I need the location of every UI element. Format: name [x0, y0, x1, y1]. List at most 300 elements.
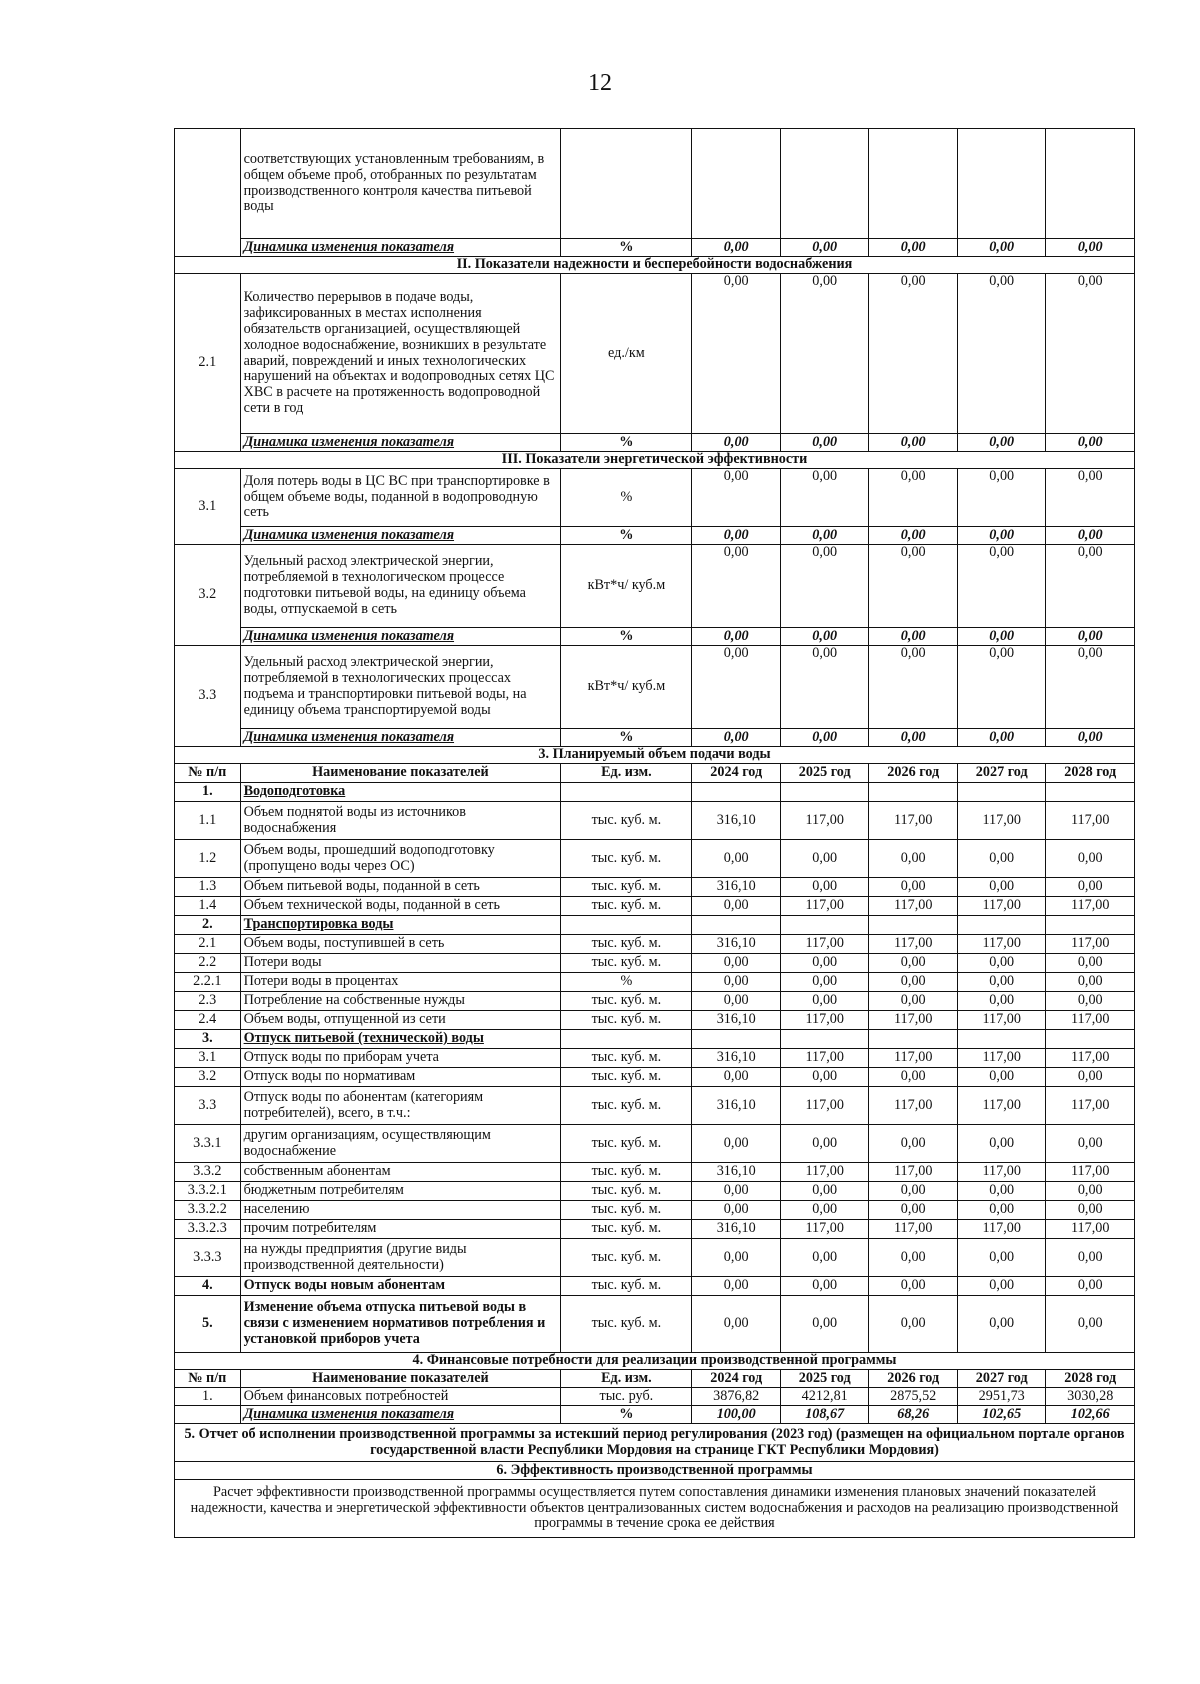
value-cell: 0,00 [957, 1296, 1046, 1353]
value-cell: 0,00 [1046, 1239, 1135, 1277]
value-cell: 0,00 [869, 646, 958, 729]
indicator-name: Отпуск воды новым абонентам [240, 1277, 561, 1296]
value-cell: 0,00 [692, 545, 781, 628]
value-cell: 0,00 [869, 840, 958, 878]
column-header-row [175, 1370, 1135, 1388]
unit-cell: тыс. куб. м. [561, 802, 692, 840]
section-header-row [175, 452, 1135, 469]
dynamics-value: 0,00 [869, 729, 958, 747]
value-cell: 117,00 [869, 1011, 958, 1030]
indicator-name: Отпуск воды по нормативам [240, 1068, 561, 1087]
dynamics-value: 0,00 [1046, 527, 1135, 545]
value-cell: 0,00 [957, 274, 1046, 434]
dynamics-value: 0,00 [869, 239, 958, 257]
empty-cell [780, 129, 869, 239]
unit-cell: кВт*ч/ куб.м [561, 545, 692, 628]
value-cell: 0,00 [957, 469, 1046, 527]
value-cell: 117,00 [1046, 935, 1135, 954]
empty-cell [692, 1030, 781, 1049]
value-cell: 0,00 [1046, 878, 1135, 897]
indicator-name: Потери воды в процентах [240, 973, 561, 992]
value-cell: 0,00 [692, 973, 781, 992]
value-cell: 0,00 [869, 954, 958, 973]
dynamics-value: 0,00 [692, 527, 781, 545]
value-cell: 316,10 [692, 935, 781, 954]
indicator-name: Объем поднятой воды из источников водоснабжения [240, 802, 561, 840]
value-cell: 0,00 [692, 1182, 781, 1201]
volume-row [175, 878, 1135, 897]
value-cell: 117,00 [780, 897, 869, 916]
unit-cell: тыс. куб. м. [561, 897, 692, 916]
value-cell: 0,00 [957, 646, 1046, 729]
value-cell: 0,00 [869, 1201, 958, 1220]
value-cell: 0,00 [780, 274, 869, 434]
column-header: Наименование показателей [240, 764, 561, 783]
group-row [175, 916, 1135, 935]
dynamics-row [175, 434, 1135, 452]
row-number: 5. [175, 1296, 241, 1353]
indicator-name: собственным абонентам [240, 1163, 561, 1182]
volume-row [175, 1239, 1135, 1277]
value-cell: 316,10 [692, 878, 781, 897]
value-cell: 117,00 [1046, 1049, 1135, 1068]
column-header: 2028 год [1046, 1370, 1135, 1388]
efficiency-text: Расчет эффективности производственной программы осуществляется путем сопоставления динамики изменения плановых значений показателей надежности, качества и энергетической эффективности объектов централизованных систем водоснабжения и расходов на реализацию производственной программы в течение срока ее действия [175, 1480, 1135, 1538]
dynamics-value: 0,00 [869, 527, 958, 545]
value-cell: 117,00 [1046, 1163, 1135, 1182]
value-cell: 117,00 [957, 1163, 1046, 1182]
empty-cell [1046, 916, 1135, 935]
unit-cell: % [561, 527, 692, 545]
unit-cell: тыс. куб. м. [561, 1182, 692, 1201]
column-header-row [175, 764, 1135, 783]
volume-row [175, 1296, 1135, 1353]
volume-row [175, 840, 1135, 878]
row-number: 2.2.1 [175, 973, 241, 992]
dynamics-value: 108,67 [780, 1406, 869, 1424]
value-cell: 117,00 [869, 935, 958, 954]
row-number: 2.2 [175, 954, 241, 973]
volume-row [175, 1182, 1135, 1201]
unit-cell: % [561, 469, 692, 527]
value-cell: 3876,82 [692, 1388, 781, 1406]
report-note: 5. Отчет об исполнении производственной программы за истекший период регулирования (2023 год) (размещен на официальном портале органов государственной власти Республики Мордовия на странице ГКТ Республики Мордовия) [175, 1424, 1135, 1462]
column-header: Ед. изм. [561, 1370, 692, 1388]
value-cell: 0,00 [957, 878, 1046, 897]
value-cell: 0,00 [1046, 840, 1135, 878]
value-cell: 0,00 [692, 1125, 781, 1163]
empty-cell [869, 916, 958, 935]
value-cell: 0,00 [1046, 274, 1135, 434]
row-number: 3.3 [175, 1087, 241, 1125]
section-header-row [175, 257, 1135, 274]
column-header: 2026 год [869, 764, 958, 783]
dynamics-row [175, 628, 1135, 646]
value-cell: 0,00 [1046, 1277, 1135, 1296]
value-cell: 0,00 [1046, 1201, 1135, 1220]
row-number: 4. [175, 1277, 241, 1296]
dynamics-value: 68,26 [869, 1406, 958, 1424]
value-cell: 117,00 [869, 1087, 958, 1125]
unit-cell: тыс. руб. [561, 1388, 692, 1406]
indicator-name: Доля потерь воды в ЦС ВС при транспортировке в общем объеме воды, поданной в водопроводную сеть [240, 469, 561, 527]
value-cell: 117,00 [780, 935, 869, 954]
indicator-name: соответствующих установленным требованиям, в общем объеме проб, отобранных по результатам производственного контроля качества питьевой воды [240, 129, 561, 239]
section-title: II. Показатели надежности и бесперебойности водоснабжения [175, 257, 1135, 274]
volume-row [175, 1087, 1135, 1125]
dynamics-value: 0,00 [957, 527, 1046, 545]
empty-cell [957, 129, 1046, 239]
value-cell: 0,00 [780, 992, 869, 1011]
volume-row [175, 1068, 1135, 1087]
dynamics-value: 102,65 [957, 1406, 1046, 1424]
volume-row [175, 992, 1135, 1011]
report-row [175, 1424, 1135, 1462]
dynamics-row [175, 729, 1135, 747]
value-cell: 0,00 [692, 1201, 781, 1220]
unit-cell: тыс. куб. м. [561, 1125, 692, 1163]
section-title: 4. Финансовые потребности для реализации производственной программы [175, 1353, 1135, 1370]
dynamics-row [175, 527, 1135, 545]
empty-cell [957, 916, 1046, 935]
volume-row [175, 897, 1135, 916]
page-number: 12 [588, 70, 612, 96]
value-cell: 0,00 [1046, 646, 1135, 729]
indicator-name: Отпуск воды по абонентам (категориям потребителей), всего, в т.ч.: [240, 1087, 561, 1125]
row-number: 3.3.2.1 [175, 1182, 241, 1201]
section-header-row [175, 1353, 1135, 1370]
group-name: Транспортировка воды [240, 916, 561, 935]
value-cell: 0,00 [692, 646, 781, 729]
value-cell: 117,00 [869, 802, 958, 840]
value-cell: 0,00 [692, 897, 781, 916]
indicator-row [175, 646, 1135, 729]
empty-cell [869, 129, 958, 239]
value-cell: 117,00 [780, 1163, 869, 1182]
value-cell: 0,00 [957, 1068, 1046, 1087]
dynamics-value: 0,00 [869, 628, 958, 646]
dynamics-value: 0,00 [957, 239, 1046, 257]
value-cell: 0,00 [692, 840, 781, 878]
empty-cell [780, 783, 869, 802]
group-name: Водоподготовка [240, 783, 561, 802]
unit-cell: тыс. куб. м. [561, 954, 692, 973]
value-cell: 0,00 [957, 992, 1046, 1011]
row-number: 1. [175, 1388, 241, 1406]
column-header: 2025 год [780, 764, 869, 783]
section-title: III. Показатели энергетической эффективности [175, 452, 1135, 469]
column-header: № п/п [175, 764, 241, 783]
indicator-name: Объем питьевой воды, поданной в сеть [240, 878, 561, 897]
efficiency-title-row [175, 1462, 1135, 1480]
value-cell: 0,00 [869, 1182, 958, 1201]
value-cell: 0,00 [1046, 469, 1135, 527]
dynamics-value: 0,00 [1046, 239, 1135, 257]
value-cell: 117,00 [869, 1163, 958, 1182]
value-cell: 316,10 [692, 1163, 781, 1182]
indicator-name: Количество перерывов в подаче воды, зафиксированных в местах исполнения обязательств организацией, осуществляющей холодное водоснабжение, возникших в результате аварий, повреждений и иных технологических нарушений на объектах и водопроводных сетях ЦС ХВС в расчете на протяженность водопроводной сети в год [240, 274, 561, 434]
value-cell: 0,00 [692, 1296, 781, 1353]
indicator-name: Удельный расход электрической энергии, потребляемой в технологических процессах подъема и транспортировки питьевой воды, на единицу объема транспортируемой воды [240, 646, 561, 729]
value-cell: 0,00 [692, 954, 781, 973]
row-number: 3.3.2.2 [175, 1201, 241, 1220]
row-number: 3.3.2 [175, 1163, 241, 1182]
empty-cell [1046, 783, 1135, 802]
value-cell: 3030,28 [1046, 1388, 1135, 1406]
empty-cell [561, 783, 692, 802]
value-cell: 0,00 [869, 1239, 958, 1277]
unit-cell: тыс. куб. м. [561, 1087, 692, 1125]
dynamics-label: Динамика изменения показателя [240, 434, 561, 452]
indicator-name: Отпуск воды по приборам учета [240, 1049, 561, 1068]
unit-cell: % [561, 729, 692, 747]
value-cell: 0,00 [957, 545, 1046, 628]
empty-cell [1046, 129, 1135, 239]
unit-cell: тыс. куб. м. [561, 1163, 692, 1182]
empty-cell [692, 916, 781, 935]
row-number: 2. [175, 916, 241, 935]
dynamics-label: Динамика изменения показателя [240, 628, 561, 646]
value-cell: 0,00 [692, 1068, 781, 1087]
section-title: 3. Планируемый объем подачи воды [175, 747, 1135, 764]
value-cell: 0,00 [1046, 545, 1135, 628]
unit-cell: тыс. куб. м. [561, 1011, 692, 1030]
indicator-name: Потери воды [240, 954, 561, 973]
value-cell: 316,10 [692, 802, 781, 840]
volume-row [175, 802, 1135, 840]
value-cell: 117,00 [780, 1049, 869, 1068]
value-cell: 0,00 [869, 973, 958, 992]
empty-cell [561, 916, 692, 935]
row-number: 2.4 [175, 1011, 241, 1030]
empty-cell [175, 1406, 241, 1424]
column-header: 2027 год [957, 1370, 1046, 1388]
value-cell: 0,00 [957, 840, 1046, 878]
value-cell: 0,00 [692, 274, 781, 434]
dynamics-value: 0,00 [692, 239, 781, 257]
unit-cell: тыс. куб. м. [561, 992, 692, 1011]
value-cell: 117,00 [1046, 1011, 1135, 1030]
indicator-name: на нужды предприятия (другие виды производственной деятельности) [240, 1239, 561, 1277]
row-number: 3.2 [175, 1068, 241, 1087]
value-cell: 117,00 [1046, 1220, 1135, 1239]
dynamics-value: 0,00 [869, 434, 958, 452]
value-cell: 0,00 [780, 954, 869, 973]
unit-cell: тыс. куб. м. [561, 840, 692, 878]
volume-row [175, 1125, 1135, 1163]
unit-cell: % [561, 973, 692, 992]
section-header-row [175, 747, 1135, 764]
value-cell: 117,00 [780, 1220, 869, 1239]
value-cell: 117,00 [957, 1220, 1046, 1239]
row-number-cell [175, 129, 241, 257]
value-cell: 316,10 [692, 1220, 781, 1239]
unit-cell: кВт*ч/ куб.м [561, 646, 692, 729]
unit-cell: тыс. куб. м. [561, 878, 692, 897]
row-number: 1.3 [175, 878, 241, 897]
finance-row [175, 1388, 1135, 1406]
value-cell: 117,00 [957, 897, 1046, 916]
value-cell: 0,00 [780, 545, 869, 628]
column-header: 2028 год [1046, 764, 1135, 783]
column-header: 2024 год [692, 1370, 781, 1388]
indicator-name: прочим потребителям [240, 1220, 561, 1239]
dynamics-value: 0,00 [692, 628, 781, 646]
indicator-name: Объем финансовых потребностей [240, 1388, 561, 1406]
value-cell: 0,00 [869, 274, 958, 434]
dynamics-value: 0,00 [957, 434, 1046, 452]
indicator-name: Потребление на собственные нужды [240, 992, 561, 1011]
value-cell: 0,00 [1046, 973, 1135, 992]
value-cell: 0,00 [692, 1239, 781, 1277]
value-cell: 117,00 [780, 1011, 869, 1030]
production-program-table [174, 128, 1135, 1538]
indicator-name: Объем воды, прошедший водоподготовку (пропущено воды через ОС) [240, 840, 561, 878]
value-cell: 0,00 [1046, 1068, 1135, 1087]
value-cell: 0,00 [692, 992, 781, 1011]
value-cell: 0,00 [1046, 1125, 1135, 1163]
dynamics-value: 0,00 [1046, 434, 1135, 452]
dynamics-label: Динамика изменения показателя [240, 1406, 561, 1424]
indicator-row [175, 129, 1135, 239]
unit-cell: % [561, 434, 692, 452]
value-cell: 0,00 [780, 1277, 869, 1296]
volume-row [175, 973, 1135, 992]
value-cell: 0,00 [957, 973, 1046, 992]
row-number: 3.3.2.3 [175, 1220, 241, 1239]
value-cell: 117,00 [869, 897, 958, 916]
empty-cell [1046, 1030, 1135, 1049]
volume-row [175, 1049, 1135, 1068]
value-cell: 0,00 [869, 1277, 958, 1296]
group-name: Отпуск питьевой (технической) воды [240, 1030, 561, 1049]
value-cell: 0,00 [957, 1125, 1046, 1163]
value-cell: 0,00 [957, 1182, 1046, 1201]
row-number: 1.1 [175, 802, 241, 840]
row-number: 3.1 [175, 1049, 241, 1068]
value-cell: 0,00 [869, 1296, 958, 1353]
value-cell: 0,00 [869, 545, 958, 628]
value-cell: 117,00 [780, 1087, 869, 1125]
value-cell: 117,00 [957, 1011, 1046, 1030]
value-cell: 316,10 [692, 1049, 781, 1068]
indicator-name: Изменение объема отпуска питьевой воды в связи с изменением нормативов потребления и установкой приборов учета [240, 1296, 561, 1353]
value-cell: 117,00 [1046, 897, 1135, 916]
row-number: 1. [175, 783, 241, 802]
empty-cell [869, 1030, 958, 1049]
value-cell: 0,00 [869, 469, 958, 527]
dynamics-value: 0,00 [780, 729, 869, 747]
value-cell: 0,00 [780, 1125, 869, 1163]
value-cell: 0,00 [780, 646, 869, 729]
dynamics-value: 0,00 [780, 628, 869, 646]
dynamics-value: 0,00 [692, 434, 781, 452]
empty-cell [561, 129, 692, 239]
unit-cell: тыс. куб. м. [561, 1277, 692, 1296]
indicator-name: другим организациям, осуществляющим водоснабжение [240, 1125, 561, 1163]
value-cell: 0,00 [1046, 954, 1135, 973]
value-cell: 4212,81 [780, 1388, 869, 1406]
dynamics-value: 102,66 [1046, 1406, 1135, 1424]
value-cell: 117,00 [1046, 802, 1135, 840]
row-number: 3.3 [175, 646, 241, 747]
value-cell: 0,00 [780, 1296, 869, 1353]
section-title: 6. Эффективность производственной программы [175, 1462, 1135, 1480]
dynamics-value: 0,00 [780, 527, 869, 545]
dynamics-label: Динамика изменения показателя [240, 527, 561, 545]
value-cell: 0,00 [869, 1125, 958, 1163]
group-row [175, 783, 1135, 802]
unit-cell: ед./км [561, 274, 692, 434]
column-header: № п/п [175, 1370, 241, 1388]
value-cell: 0,00 [692, 1277, 781, 1296]
empty-cell [869, 783, 958, 802]
indicator-row [175, 545, 1135, 628]
value-cell: 2951,73 [957, 1388, 1046, 1406]
row-number: 1.2 [175, 840, 241, 878]
value-cell: 0,00 [957, 1277, 1046, 1296]
value-cell: 316,10 [692, 1087, 781, 1125]
empty-cell [780, 1030, 869, 1049]
volume-row [175, 1220, 1135, 1239]
volume-row [175, 954, 1135, 973]
value-cell: 0,00 [869, 992, 958, 1011]
column-header: Наименование показателей [240, 1370, 561, 1388]
unit-cell: тыс. куб. м. [561, 1239, 692, 1277]
unit-cell: тыс. куб. м. [561, 1296, 692, 1353]
unit-cell: тыс. куб. м. [561, 935, 692, 954]
row-number: 3. [175, 1030, 241, 1049]
dynamics-value: 0,00 [1046, 628, 1135, 646]
value-cell: 117,00 [957, 1049, 1046, 1068]
value-cell: 0,00 [780, 878, 869, 897]
row-number: 3.2 [175, 545, 241, 646]
value-cell: 117,00 [869, 1049, 958, 1068]
dynamics-row [175, 1406, 1135, 1424]
row-number: 1.4 [175, 897, 241, 916]
value-cell: 0,00 [957, 1201, 1046, 1220]
unit-cell: тыс. куб. м. [561, 1068, 692, 1087]
row-number: 2.1 [175, 935, 241, 954]
indicator-name: Объем воды, поступившей в сеть [240, 935, 561, 954]
value-cell: 0,00 [869, 1068, 958, 1087]
indicator-name: Объем воды, отпущенной из сети [240, 1011, 561, 1030]
dynamics-value: 0,00 [957, 729, 1046, 747]
value-cell: 0,00 [869, 878, 958, 897]
value-cell: 0,00 [780, 1182, 869, 1201]
row-number: 3.3.3 [175, 1239, 241, 1277]
volume-row [175, 1011, 1135, 1030]
row-number: 2.3 [175, 992, 241, 1011]
empty-cell [561, 1030, 692, 1049]
row-number: 2.1 [175, 274, 241, 452]
value-cell: 0,00 [692, 469, 781, 527]
value-cell: 117,00 [957, 1087, 1046, 1125]
value-cell: 0,00 [1046, 1296, 1135, 1353]
value-cell: 117,00 [957, 935, 1046, 954]
value-cell: 0,00 [957, 954, 1046, 973]
dynamics-value: 0,00 [692, 729, 781, 747]
volume-row [175, 935, 1135, 954]
dynamics-value: 0,00 [957, 628, 1046, 646]
value-cell: 0,00 [780, 1068, 869, 1087]
volume-row [175, 1277, 1135, 1296]
indicator-row [175, 274, 1135, 434]
unit-cell: % [561, 1406, 692, 1424]
indicator-name: Объем технической воды, поданной в сеть [240, 897, 561, 916]
volume-row [175, 1163, 1135, 1182]
value-cell: 117,00 [957, 802, 1046, 840]
